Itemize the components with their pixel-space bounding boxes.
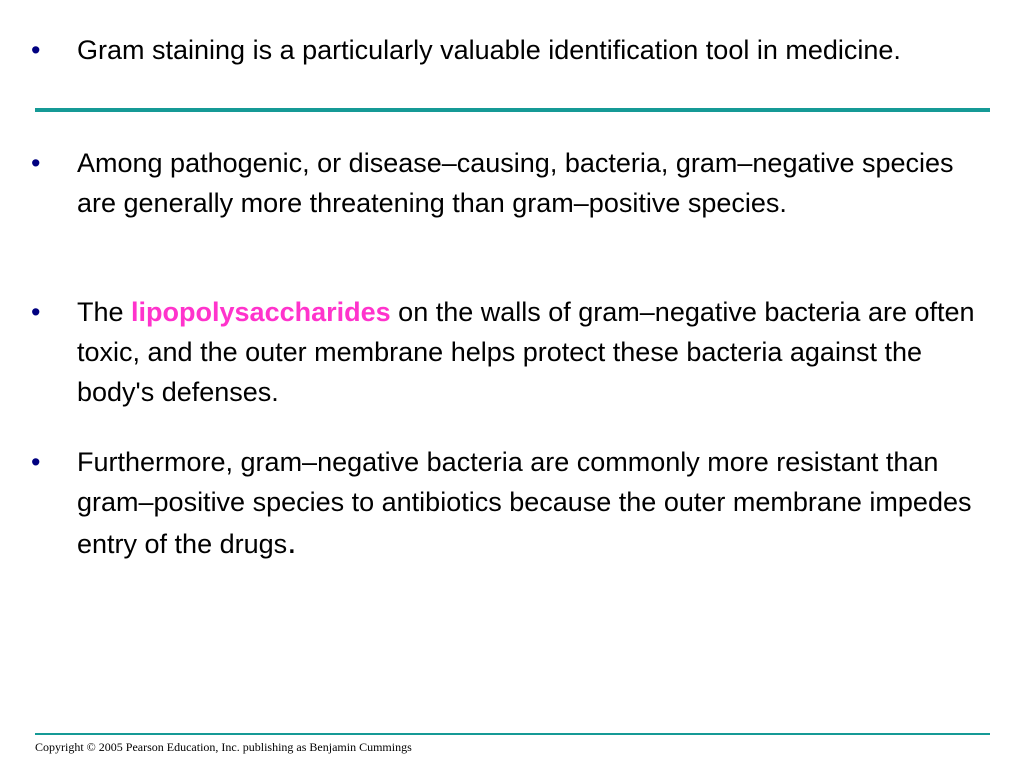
bullet-text-4-period: .: [287, 523, 297, 561]
bullet-text-3-lead: The: [77, 297, 124, 327]
bullet-text-4: [77, 442, 977, 564]
bullet-marker: •: [31, 148, 41, 178]
bullet-marker: •: [31, 447, 41, 477]
bullet-marker: •: [31, 35, 41, 65]
highlight-term: lipopolysaccharides: [131, 297, 391, 327]
top-divider: [35, 108, 990, 112]
bullet-marker: •: [31, 297, 41, 327]
bullet-text-2: Among pathogenic, or disease–causing, bacteria, gram–negative species are generally more threatening than gram–positive species.: [77, 148, 954, 218]
bullet-text-3-rest: on the walls of gram–negative bacteria are often toxic, and the outer membrane helps protect these bacteria against the body's defenses.: [77, 297, 975, 407]
bullet-text-4-body: Furthermore, gram–negative bacteria are commonly more resistant than gram–positive species to antibiotics because the outer membrane impedes entry of the drugs: [77, 447, 972, 559]
bullet-text-1: Gram staining is a particularly valuable identification tool in medicine.: [77, 35, 901, 65]
bullet-text-3: [77, 292, 977, 412]
bottom-divider: [35, 733, 990, 735]
copyright-footer: Copyright © 2005 Pearson Education, Inc. publishing as Benjamin Cummings: [35, 740, 412, 754]
